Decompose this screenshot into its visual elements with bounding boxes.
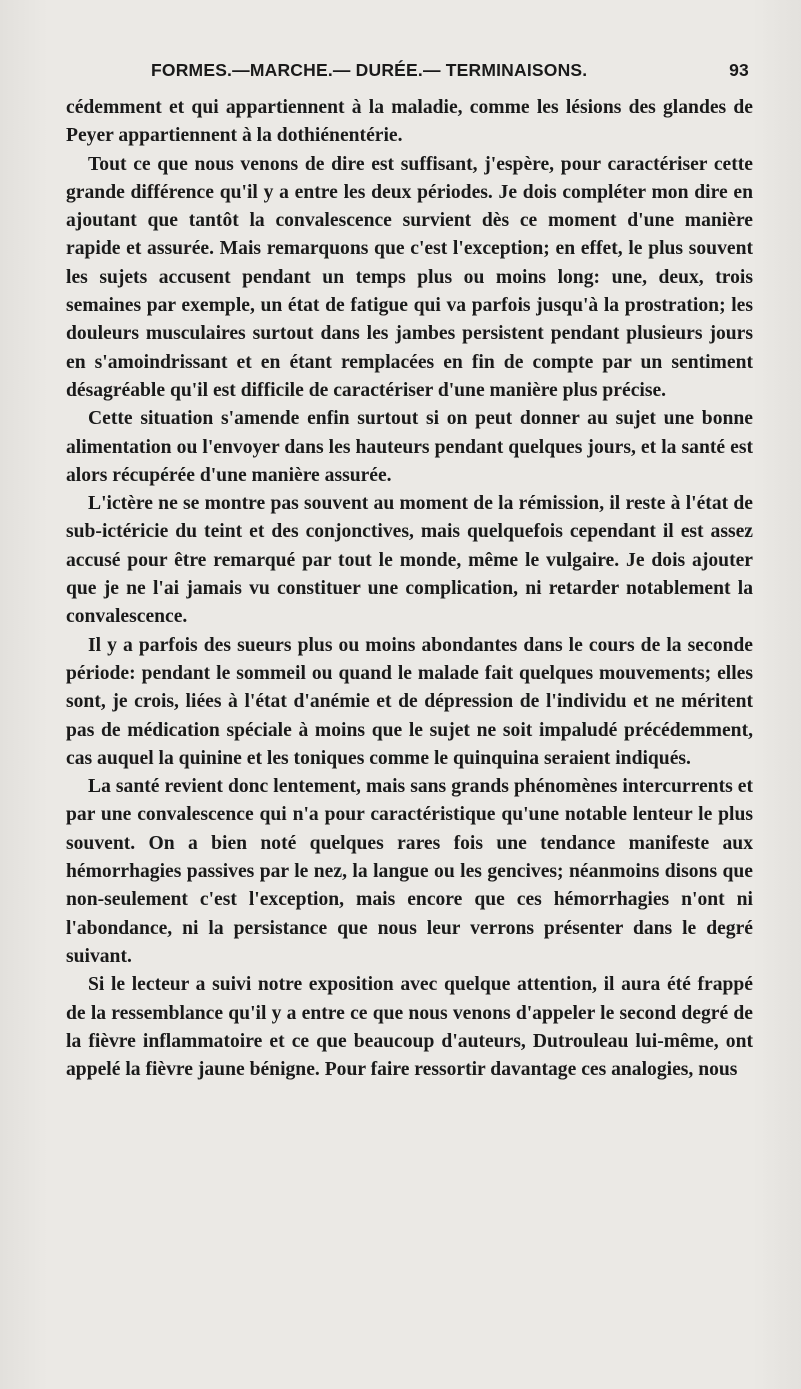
paragraph: cédemment et qui appartiennent à la maladie, comme les lésions des glandes de Peyer appartiennent à la dothiénentérie. — [66, 97, 753, 147]
paragraph: Cette situation s'amende enfin surtout si on peut donner au sujet une bonne alimentation ou l'envoyer dans les hauteurs pendant quelques jours, et la santé est alors récupérée d'une manière assurée. — [66, 408, 753, 486]
running-header — [66, 60, 753, 94]
paragraph: Tout ce que nous venons de dire est suffisant, j'espère, pour caractériser cette grande différence qu'il y a entre les deux périodes. Je dois compléter mon dire en ajoutant que tantôt la convalescence survient dès ce moment d'une manière rapide et assurée. Mais remarquons que c'est l'exception; en effet, le plus souvent les sujets accusent pendant un temps plus ou moins long: une, deux, trois semaines par exemple, un état de fatigue qui va parfois jusqu'à la prostration; les douleurs musculaires surtout dans les jambes persistent pendant plusieurs jours en s'amoindrissant et en étant remplacées en fin de compte par un sentiment désagréable qu'il est difficile de caractériser d'une manière plus précise. — [66, 153, 753, 401]
paragraph: Il y a parfois des sueurs plus ou moins abondantes dans le cours de la seconde période: pendant le sommeil ou quand le malade fait quelques mouvements; elles sont, je crois, liées à l'état d'anémie et de dépression de l'individu et ne méritent pas de médication spéciale à moins que le sujet ne soit impaludé précédemment, cas auquel la quinine et les toniques comme le quinquina seraient indiqués. — [66, 634, 753, 769]
running-header-title: FORMES.—MARCHE.— DURÉE.— TERMINAISONS. — [151, 60, 588, 80]
body-text — [66, 94, 753, 1084]
paragraph: Si le lecteur a suivi notre exposition avec quelque attention, il aura été frappé de la ressemblance qu'il y a entre ce que nous venons d'appeler le second degré de la fièvre inflammatoire et ce que beaucoup d'auteurs, Dutrouleau lui-même, ont appelé la fièvre jaune bénigne. Pour faire ressortir davantage ces analogies, nous — [66, 974, 753, 1081]
paragraph: L'ictère ne se montre pas souvent au moment de la rémission, il reste à l'état de sub-ictéricie du teint et des conjonctives, mais quelquefois cependant il est assez accusé pour être remarqué par tout le monde, même le vulgaire. Je dois ajouter que je ne l'ai jamais vu constituer une complication, ni retarder notablement la convalescence. — [66, 493, 753, 628]
paragraph: La santé revient donc lentement, mais sans grands phénomènes intercurrents et par une convalescence qui n'a pour caractéristique qu'une notable lenteur le plus souvent. On a bien noté quelques rares fois une tendance manifeste aux hémorrhagies passives par le nez, la langue ou les gencives; néanmoins disons que non-seulement c'est l'exception, mais encore que ces hémorrhagies n'ont ni l'abondance, ni la persistance que nous leur verrons présenter dans le degré suivant. — [66, 776, 753, 967]
page-number: 93 — [729, 60, 749, 80]
